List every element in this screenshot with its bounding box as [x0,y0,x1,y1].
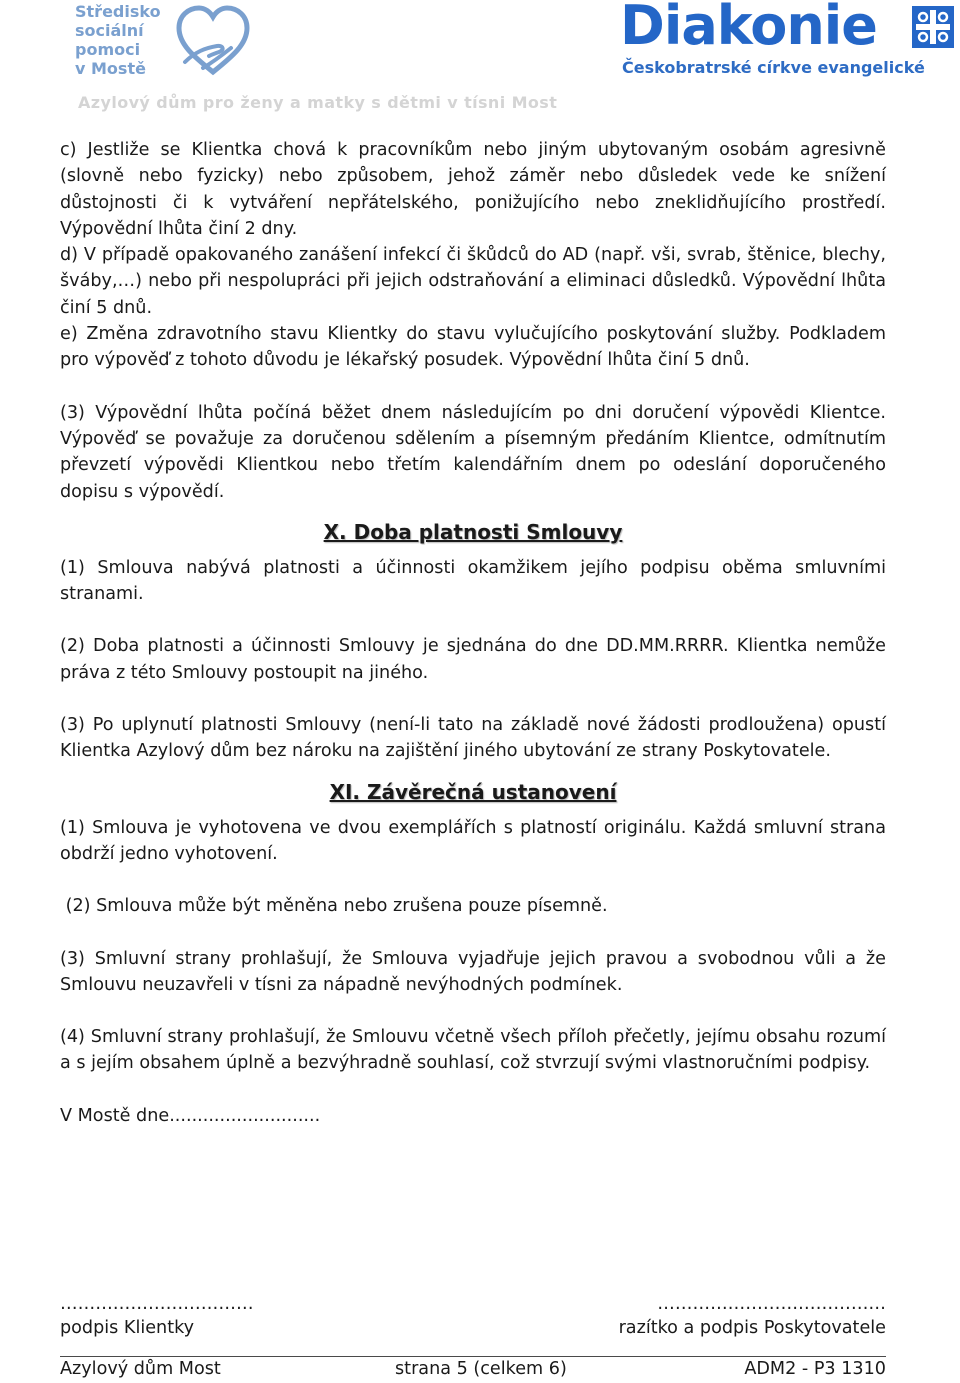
paragraph-termination-d: d) V případě opakovaného zanášení infekcí či škůdců do AD (např. vši, svrab, štěnice, blechy, šváby,…) nebo při nespolupráci při jejich odstraňování a eliminaci důsledků. Výpovědní lhůta činí 5 dnů. [60,245,886,318]
section-xi-paragraph-4: (4) Smluvní strany prohlašují, že Smlouvu včetně všech příloh přečetly, jejímu obsahu rozumí a s jejím obsahem úplně a bezvýhradně souhlasí, což stvrzují svými vlastnoručními podpisy. [60,1027,886,1074]
provider-signature-line: ………………………………… [657,1294,886,1314]
paragraph-termination-c: c) Jestliže se Klientka chová k pracovníkům nebo jiným ubytovaným osobám agresivně (slovně nebo fyzicky) nebo způsobem, jehož záměr nebo důsledek vede ke snížení důstojnosti či k vytváření nepřátelského, ponižujícího nebo zneklidňujícího prostředí. Výpovědní lhůta činí 2 dny. [60,140,886,239]
section-xi-paragraph-1: (1) Smlouva je vyhotovena ve dvou exemplářích s platností originálu. Každá smluvní strana obdrží jedno vyhotovení. [60,817,886,864]
header-tagline: Azylový dům pro ženy a matky s dětmi v tísni Most [78,93,558,112]
spacer [60,867,886,893]
spacer [60,607,886,633]
section-x-paragraph-1: (1) Smlouva nabývá platnosti a účinnosti okamžikem jejího podpisu oběma smluvními stranami. [60,557,886,605]
signature-lines [60,1294,886,1314]
org-name-line-1: Středisko [75,2,161,21]
spacer [60,374,886,400]
client-signature-label: podpis Klientky [60,1318,195,1338]
footer-document-code: ADM2 - P3 1310 [744,1359,886,1379]
spacer [60,1077,886,1103]
paragraph-termination-e: e) Změna zdravotního stavu Klientky do stavu vylučujícího poskytování služby. Podkladem pro výpověď z tohoto důvodu je lékařský posudek. Výpovědní lhůta činí 5 dnů. [60,324,886,371]
section-xi-title: XI. Závěrečná ustanovení [329,779,617,804]
section-xi-paragraph-3: (3) Smluvní strany prohlašují, že Smlouva vyjadřuje jejich pravou a svobodnou vůli a že Smlouvu neuzavřeli v tísni za nápadně nevýhodných podmínek. [60,948,886,995]
provider-signature-label: razítko a podpis Poskytovatele [618,1318,886,1338]
spacer [60,686,886,712]
section-xi-paragraph-2: (2) Smlouva může být měněna nebo zrušena pouze písemně. [60,896,608,917]
document-body [60,137,886,1129]
footer-divider [60,1356,886,1357]
org-name-line-3: pomoci [75,40,141,59]
org-name-line-4: v Mostě [75,59,146,78]
diakonie-name: Diakonie [620,0,877,57]
org-logo [75,2,255,82]
section-x-paragraph-2: (2) Doba platnosti a účinnosti Smlouvy je sjednána do dne DD.MM.RRRR. Klientka nemůže práva z této Smlouvy postoupit na jiného. [60,636,886,683]
client-signature-line: …………………………… [60,1294,254,1314]
page-header [0,0,960,120]
paragraph-notice-period: (3) Výpovědní lhůta počíná běžet dnem následujícím po dni doručení výpovědi Klientce. Výpověď se považuje za doručenou sdělením a písemným předáním Klientce, odmítnutím převzetí výpovědi Klientkou nebo třetím kalendářním dnem po odeslání doporučeného dopisu s výpovědí. [60,402,886,502]
heart-hands-icon [173,4,253,80]
org-name [75,2,161,78]
diakonie-logo [620,0,956,80]
diakonie-cross-icon [912,6,954,48]
footer-page-number: strana 5 (celkem 6) [395,1359,567,1379]
section-x-paragraph-3: (3) Po uplynutí platnosti Smlouvy (není-li tato na základě nové žádosti prodloužena) opustí Klientka Azylový dům bez nároku na zajištění jiného ubytování ze strany Poskytovatele. [60,715,886,762]
footer-organization: Azylový dům Most [60,1359,221,1379]
org-name-line-2: sociální [75,21,144,40]
page-footer [60,1359,886,1383]
section-x-title: X. Doba platnosti Smlouvy [323,519,623,544]
spacer [60,998,886,1024]
place-and-date: V Mostě dne........................... [60,1105,321,1126]
diakonie-subtitle: Českobratrské církve evangelické [622,58,925,77]
spacer [60,920,886,946]
